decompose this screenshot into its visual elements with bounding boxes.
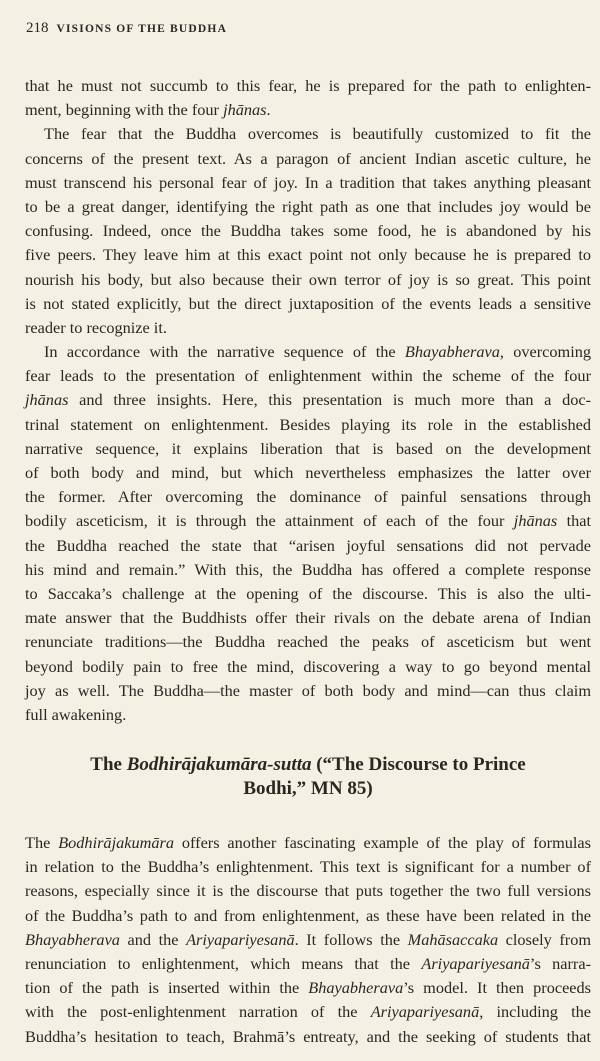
text-line bbox=[25, 509, 591, 533]
text: in relation to the Buddha’s enlightenment. This text is significant for a number of bbox=[25, 857, 591, 877]
text: ’s narra- bbox=[529, 954, 591, 973]
text: ’s model. It then proceeds bbox=[403, 978, 591, 998]
text: his mind and remain.” With this, the Buddha has offered a complete response bbox=[25, 559, 591, 579]
text: (“The Discourse to Prince bbox=[311, 754, 526, 776]
text: to Saccaka’s challenge at the opening of the discourse. This is also the ulti- bbox=[25, 583, 591, 603]
text: reader to recognize it. bbox=[25, 317, 167, 337]
italic-text: Bhayabherava bbox=[25, 929, 120, 949]
text-line bbox=[25, 534, 591, 558]
text-line bbox=[25, 98, 591, 122]
text: that he must not succumb to this fear, he is prepared for the path to enlighten- bbox=[25, 76, 591, 95]
text-line bbox=[25, 171, 591, 195]
text: concerns of the present text. As a paragon of ancient Indian ascetic culture, he bbox=[25, 148, 591, 168]
text-line bbox=[25, 831, 591, 855]
text-line bbox=[25, 122, 591, 146]
italic-text: Bodhirājakumāra bbox=[58, 833, 174, 853]
text: mate answer that the Buddhists offer their rivals on the debate arena of Indian bbox=[25, 608, 591, 628]
italic-text: jhānas bbox=[25, 390, 69, 410]
text-line bbox=[25, 582, 591, 606]
text-line bbox=[25, 879, 591, 903]
text: renunciate traditions—the Buddha reached the peaks of asceticism but went bbox=[25, 632, 591, 652]
running-head bbox=[26, 20, 227, 37]
text: the former. After overcoming the dominance of painful sensations through bbox=[25, 487, 591, 507]
text: with the post-enlightenment narration of the bbox=[25, 1002, 371, 1022]
text: and three insights. Here, this presentation is much more than a doc- bbox=[68, 390, 591, 410]
text: must transcend his personal fear of joy. In a tradition that takes anything pleasant bbox=[25, 172, 591, 192]
text-line bbox=[25, 558, 591, 582]
text: five peers. They leave him at this exact point not only because he is prepared to bbox=[25, 245, 591, 265]
text-line bbox=[25, 195, 591, 219]
text: offers another fascinating example of the play of formulas bbox=[173, 833, 591, 853]
heading-line bbox=[25, 753, 591, 777]
italic-text: Ariyapariyesanā bbox=[186, 929, 295, 949]
text-line bbox=[25, 655, 591, 679]
text: of the Buddha’s path to and from enlightenment, as these have been related in the bbox=[25, 905, 591, 925]
paragraph bbox=[25, 122, 591, 340]
text: Buddha’s hesitation to teach, Brahmā’s entreaty, and the seeking of students that bbox=[25, 1026, 591, 1046]
text-line bbox=[25, 292, 591, 316]
italic-text: Bhayabherava bbox=[404, 342, 500, 362]
italic-text: Mahāsaccaka bbox=[407, 929, 499, 949]
text: narrative sequence, it explains liberation that is based on the development bbox=[25, 438, 591, 458]
text-line bbox=[25, 952, 591, 976]
text: The bbox=[90, 754, 127, 776]
text: fear leads to the presentation of enlightenment within the scheme of the four bbox=[25, 366, 591, 386]
page-body bbox=[25, 74, 591, 1049]
text: confusing. Indeed, once the Buddha takes some food, he is abandoned by his bbox=[25, 221, 591, 241]
text-line bbox=[25, 976, 591, 1000]
text: that bbox=[557, 511, 591, 531]
text: is not stated explicitly, but the direct juxtaposition of the events leads a sensitive bbox=[25, 293, 591, 313]
text: joy as well. The Buddha—the master of both body and mind—can thus claim bbox=[25, 680, 591, 700]
italic-text: jhānas bbox=[513, 511, 558, 531]
text-line bbox=[25, 485, 591, 509]
text-line bbox=[25, 928, 591, 952]
text-line bbox=[25, 243, 591, 267]
text-line bbox=[25, 630, 591, 654]
page-number: 218 bbox=[26, 20, 49, 36]
text-line bbox=[25, 388, 591, 412]
text: closely from bbox=[498, 929, 592, 949]
italic-text: jhānas bbox=[223, 100, 267, 120]
text: . bbox=[266, 100, 271, 120]
italic-text: Bhayabherava bbox=[308, 978, 404, 998]
text: tion of the path is inserted within the bbox=[25, 978, 309, 998]
text-line bbox=[25, 413, 591, 437]
paragraph bbox=[25, 831, 591, 1049]
text: and the bbox=[119, 929, 187, 949]
text: of both body and mind, but which nevertheless emphasizes the latter over bbox=[25, 463, 591, 482]
text: nourish his body, but also because their own terror of joy is so great. This point bbox=[25, 269, 591, 289]
paragraph bbox=[25, 340, 591, 727]
section-heading bbox=[25, 753, 591, 801]
text: reasons, especially since it is the discourse that puts together the two full versions bbox=[25, 881, 591, 901]
text: bodily asceticism, it is through the attainment of each of the four bbox=[25, 511, 514, 531]
running-title: VISIONS OF THE BUDDHA bbox=[56, 23, 228, 35]
text: Bodhi,” MN 85) bbox=[243, 778, 373, 800]
text-line bbox=[25, 268, 591, 292]
text-line bbox=[25, 461, 591, 485]
text: trinal statement on enlightenment. Besides playing its role in the established bbox=[25, 414, 591, 434]
text: The fear that the Buddha overcomes is beautifully customized to fit the bbox=[44, 124, 591, 144]
text: to be a great danger, identifying the right path as one that includes joy would be bbox=[25, 196, 591, 216]
heading-line bbox=[25, 777, 591, 801]
text: The bbox=[25, 833, 59, 853]
text: . It follows the bbox=[294, 929, 408, 949]
text-line bbox=[25, 1000, 591, 1024]
text: renunciation to enlightenment, which means that the bbox=[25, 954, 422, 973]
text-line bbox=[25, 855, 591, 879]
italic-text: Ariyapariyesanā bbox=[370, 1002, 480, 1022]
text-line bbox=[25, 147, 591, 171]
text-line bbox=[25, 606, 591, 630]
italic-text: Bodhirājakumāra-sutta bbox=[126, 754, 312, 776]
text: ment, beginning with the four bbox=[25, 100, 224, 120]
paragraph bbox=[25, 74, 591, 122]
text: beyond bodily pain to free the mind, discovering a way to go beyond mental bbox=[25, 656, 591, 676]
text-line bbox=[25, 904, 591, 928]
text-line bbox=[25, 340, 591, 364]
text-line bbox=[25, 703, 591, 727]
italic-text: Ariyapariyesanā bbox=[421, 954, 530, 973]
text: In accordance with the narrative sequence of the bbox=[44, 342, 405, 362]
text-line bbox=[25, 219, 591, 243]
text: , overcoming bbox=[499, 342, 592, 362]
text-line bbox=[25, 74, 591, 98]
text-line bbox=[25, 1025, 591, 1049]
text-line bbox=[25, 316, 591, 340]
text: full awakening. bbox=[25, 704, 127, 724]
text-line bbox=[25, 364, 591, 388]
text: , including the bbox=[479, 1002, 591, 1022]
text-line bbox=[25, 437, 591, 461]
text: the Buddha reached the state that “arisen joyful sensations did not pervade bbox=[25, 535, 591, 555]
text-line bbox=[25, 679, 591, 703]
